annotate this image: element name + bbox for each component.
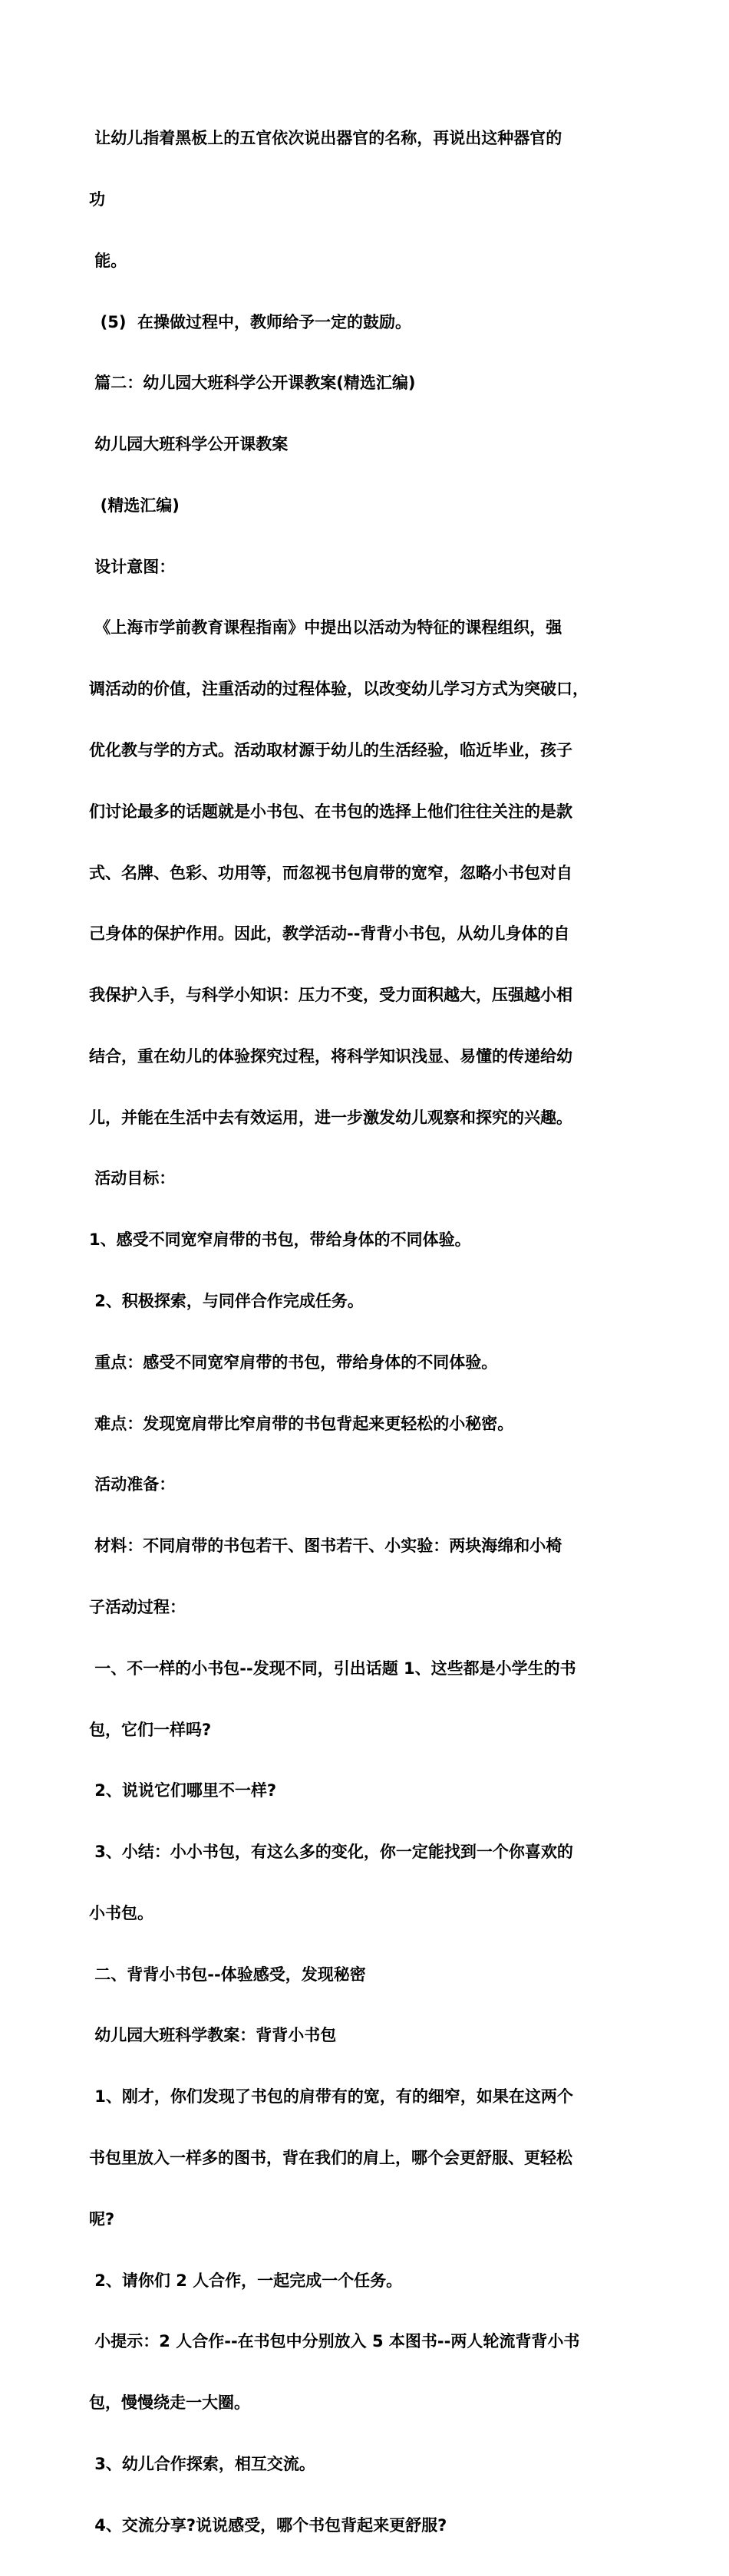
text-line: 让幼儿指着黑板上的五官依次说出器官的名称，再说出这种器官的	[89, 129, 562, 148]
section-heading: 二、背背小书包--体验感受，发现秘密	[89, 1965, 366, 1984]
text-line: 重点：感受不同宽窄肩带的书包，带给身体的不同体验。	[89, 1352, 498, 1372]
text-line: 优化教与学的方式。活动取材源于幼儿的生活经验，临近毕业，孩子	[89, 741, 572, 759]
text-line: 调活动的价值，注重活动的过程体验，以改变幼儿学习方式为突破口，	[89, 680, 589, 699]
list-item: 2、积极探索，与同伴合作完成任务。	[89, 1292, 364, 1311]
section-heading: 篇二：幼儿园大班科学公开课教案(精选汇编)	[89, 374, 416, 393]
text-line: 书包里放入一样多的图书，背在我们的肩上，哪个会更舒服、更轻松	[89, 2148, 572, 2167]
text-line: 材料：不同肩带的书包若干、图书若干、小实验：两块海绵和小椅	[89, 1537, 562, 1556]
text-line: 结合，重在幼儿的体验探究过程，将科学知识浅显、易懂的传递给幼	[89, 1046, 572, 1066]
text-line: 幼儿园大班科学教案：背背小书包	[89, 2026, 337, 2045]
text-line: 儿，并能在生活中去有效运用，进一步激发幼儿观察和探究的兴趣。	[89, 1108, 572, 1127]
list-item: 3、幼儿合作探索，相互交流。	[89, 2454, 315, 2473]
text-line: 一、不一样的小书包--发现不同，引出话题 1、这些都是小学生的书	[89, 1659, 576, 1678]
document-title: 幼儿园大班科学公开课教案	[89, 435, 289, 454]
text-line: 能。	[89, 251, 127, 270]
text-line: 包，它们一样吗?	[89, 1720, 212, 1739]
text-line: 包，慢慢绕走一大圈。	[89, 2393, 250, 2413]
list-item: 2、说说它们哪里不一样?	[89, 1781, 277, 1800]
text-line: 式、名牌、色彩、功用等，而忽视书包肩带的宽窄，忽略小书包对自	[89, 863, 572, 882]
document-body	[89, 87, 649, 2576]
text-line: 功	[89, 189, 105, 209]
text-line: 己身体的保护作用。因此，教学活动--背背小书包，从幼儿身体的自	[89, 924, 570, 944]
text-line: 小书包。	[89, 1903, 153, 1922]
text-line: 子活动过程：	[89, 1597, 186, 1616]
text-line: (5) 在操做过程中，教师给予一定的鼓励。	[89, 312, 412, 331]
text-line: 呢?	[89, 2209, 115, 2228]
text-line: 难点：发现宽肩带比窄肩带的书包背起来更轻松的小秘密。	[89, 1414, 514, 1433]
document-subtitle: (精选汇编)	[89, 496, 180, 515]
text-line: 们讨论最多的话题就是小书包、在书包的选择上他们往往关注的是款	[89, 802, 572, 821]
list-item: 1、刚才，你们发现了书包的肩带有的宽，有的细窄，如果在这两个	[89, 2087, 573, 2107]
text-line: 小提示：2 人合作--在书包中分别放入 5 本图书--两人轮流背背小书	[89, 2332, 580, 2351]
section-heading: 活动目标：	[89, 1169, 176, 1188]
section-heading: 设计意图：	[89, 557, 176, 576]
list-item: 1、感受不同宽窄肩带的书包，带给身体的不同体验。	[89, 1230, 471, 1250]
list-item: 2、请你们 2 人合作，一起完成一个任务。	[89, 2271, 403, 2290]
section-heading: 活动准备：	[89, 1475, 176, 1494]
text-line: 我保护入手，与科学小知识：压力不变，受力面积越大，压强越小相	[89, 986, 572, 1005]
list-item: 3、小结：小小书包，有这么多的变化，你一定能找到一个你喜欢的	[89, 1843, 573, 1862]
list-item: 4、交流分享?说说感受，哪个书包背起来更舒服?	[89, 2515, 447, 2535]
text-line: 《上海市学前教育课程指南》中提出以活动为特征的课程组织，强	[89, 618, 562, 637]
